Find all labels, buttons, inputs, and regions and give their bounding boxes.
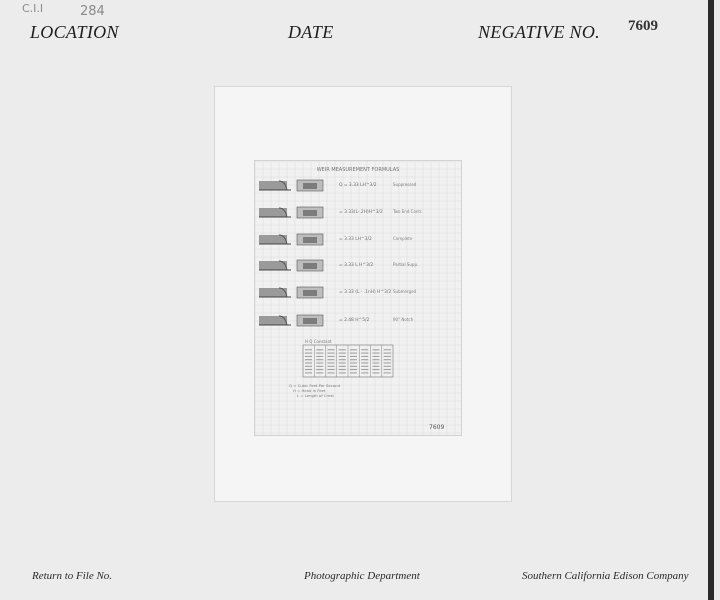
weir-formula: = 3.33(L-.2H)H^3/2 bbox=[339, 210, 383, 215]
table-cell-entry bbox=[350, 369, 357, 370]
handwritten-code: C.I.I bbox=[22, 2, 44, 15]
weir-opening-sketch bbox=[303, 290, 317, 296]
table-cell-entry bbox=[339, 363, 346, 364]
company-name: Southern California Edison Company bbox=[522, 570, 689, 582]
plate-number: 7609 bbox=[429, 424, 445, 431]
table-cell-entry bbox=[305, 356, 312, 357]
weir-type-label: Two End Contr. bbox=[393, 209, 423, 214]
table-cell-entry bbox=[339, 353, 346, 354]
weir-formula: = 3.33 LH^3/2 bbox=[339, 237, 372, 242]
table-cell-entry bbox=[350, 363, 357, 364]
table-cell-entry bbox=[305, 366, 312, 367]
table-cell-entry bbox=[316, 366, 323, 367]
scan-edge bbox=[708, 0, 714, 600]
weir-type-label: Complete bbox=[393, 236, 413, 241]
table-cell-entry bbox=[373, 363, 380, 364]
table-cell-entry bbox=[361, 366, 368, 367]
table-cell-entry bbox=[328, 366, 335, 367]
negative-number: 7609 bbox=[628, 18, 658, 34]
table-cell-entry bbox=[373, 353, 380, 354]
table-cell-entry bbox=[361, 349, 368, 350]
table-cell-entry bbox=[384, 372, 391, 373]
table-cell-entry bbox=[316, 353, 323, 354]
return-to-file-label: Return to File No. bbox=[32, 570, 113, 582]
table-cell-entry bbox=[328, 353, 335, 354]
table-cell-entry bbox=[350, 366, 357, 367]
table-cell-entry bbox=[350, 372, 357, 373]
table-cell-entry bbox=[305, 353, 312, 354]
table-cell-entry bbox=[328, 369, 335, 370]
weir-type-label: Partial Supp. bbox=[393, 262, 419, 267]
table-caption: H Q Constant bbox=[305, 339, 332, 344]
table-cell-entry bbox=[339, 349, 346, 350]
table-cell-entry bbox=[328, 359, 335, 360]
table-cell-entry bbox=[328, 363, 335, 364]
table-cell-entry bbox=[373, 349, 380, 350]
table-cell-entry bbox=[316, 349, 323, 350]
table-cell-entry bbox=[384, 363, 391, 364]
table-cell-entry bbox=[339, 366, 346, 367]
table-cell-entry bbox=[373, 366, 380, 367]
weir-formula: = 2.48 H^5/2 bbox=[339, 318, 370, 323]
weir-type-label: Suppressed bbox=[393, 182, 417, 187]
negative-number-label: NEGATIVE NO. bbox=[478, 22, 600, 42]
photo-print bbox=[254, 160, 462, 436]
table-cell-entry bbox=[384, 369, 391, 370]
table-cell-entry bbox=[361, 372, 368, 373]
table-cell-entry bbox=[305, 363, 312, 364]
table-cell-entry bbox=[384, 356, 391, 357]
weir-formula: = 3.33 L H^3/2 bbox=[339, 263, 374, 268]
table-cell-entry bbox=[361, 363, 368, 364]
table-cell-entry bbox=[350, 349, 357, 350]
table-cell-entry bbox=[373, 372, 380, 373]
sheet-note: L = Length of Crest bbox=[297, 393, 334, 398]
table-cell-entry bbox=[384, 349, 391, 350]
table-cell-entry bbox=[305, 369, 312, 370]
table-cell-entry bbox=[350, 353, 357, 354]
date-label: DATE bbox=[288, 22, 334, 42]
table-cell-entry bbox=[328, 349, 335, 350]
sheet-note: H = Head in Feet bbox=[293, 388, 326, 393]
photographic-department-label: Photographic Department bbox=[304, 570, 420, 582]
weir-formula: Q = 3.33 LH^3/2 bbox=[339, 183, 377, 188]
table-cell-entry bbox=[316, 363, 323, 364]
handwritten-number: 284 bbox=[80, 4, 105, 19]
weir-opening-sketch bbox=[303, 318, 317, 324]
table-cell-entry bbox=[373, 359, 380, 360]
location-label: LOCATION bbox=[30, 22, 119, 42]
table-cell-entry bbox=[361, 353, 368, 354]
sheet-note: Q = Cubic Feet Per Second bbox=[289, 383, 340, 388]
table-cell-entry bbox=[316, 359, 323, 360]
table-cell-entry bbox=[305, 349, 312, 350]
weir-opening-sketch bbox=[303, 210, 317, 216]
weir-type-label: 90° Notch bbox=[393, 317, 414, 322]
table-cell-entry bbox=[384, 359, 391, 360]
table-cell-entry bbox=[373, 356, 380, 357]
weir-opening-sketch bbox=[303, 263, 317, 269]
sheet-title: WEIR MEASUREMENT FORMULAS bbox=[316, 167, 400, 173]
formula-sheet-drawing bbox=[255, 161, 461, 435]
table-cell-entry bbox=[350, 359, 357, 360]
table-cell-entry bbox=[350, 356, 357, 357]
table-cell-entry bbox=[373, 369, 380, 370]
table-cell-entry bbox=[339, 359, 346, 360]
table-cell-entry bbox=[316, 372, 323, 373]
weir-type-label: Submerged bbox=[393, 289, 417, 294]
table-cell-entry bbox=[316, 356, 323, 357]
table-cell-entry bbox=[328, 372, 335, 373]
table-cell-entry bbox=[339, 356, 346, 357]
table-cell-entry bbox=[305, 372, 312, 373]
table-cell-entry bbox=[316, 369, 323, 370]
table-cell-entry bbox=[361, 356, 368, 357]
table-cell-entry bbox=[328, 356, 335, 357]
table-cell-entry bbox=[384, 366, 391, 367]
table-cell-entry bbox=[339, 369, 346, 370]
weir-opening-sketch bbox=[303, 183, 317, 189]
table-cell-entry bbox=[339, 372, 346, 373]
table-cell-entry bbox=[361, 369, 368, 370]
table-cell-entry bbox=[384, 353, 391, 354]
table-cell-entry bbox=[361, 359, 368, 360]
weir-opening-sketch bbox=[303, 237, 317, 243]
table-cell-entry bbox=[305, 359, 312, 360]
weir-formula: = 3.33 (L - .1nH) H^3/2 bbox=[339, 290, 392, 295]
